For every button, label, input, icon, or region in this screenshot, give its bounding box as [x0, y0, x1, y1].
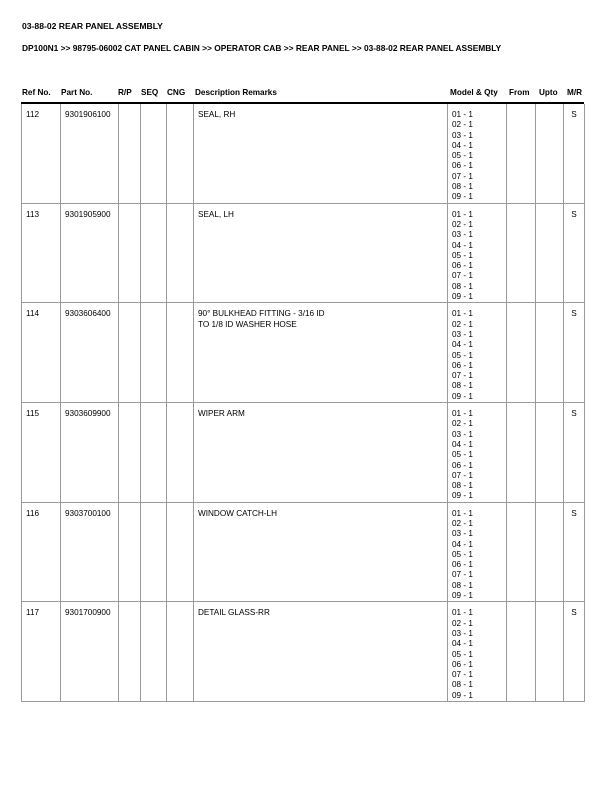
- rp-cell: [119, 502, 141, 602]
- model-qty-line: 02 - 1: [452, 219, 473, 229]
- ref-no-cell: 116: [22, 502, 61, 602]
- rp-cell: [119, 602, 141, 702]
- ref-no-cell: 114: [22, 303, 61, 403]
- cng-cell: [167, 502, 194, 602]
- model-qty-line: 04 - 1: [452, 639, 473, 649]
- col-ref-no: Ref No.: [22, 88, 51, 97]
- model-qty-cell: [448, 502, 507, 602]
- model-qty-line: 05 - 1: [452, 250, 473, 260]
- model-qty-line: 01 - 1: [452, 508, 473, 518]
- col-part-no: Part No.: [61, 88, 93, 97]
- model-qty-line: 05 - 1: [452, 649, 473, 659]
- col-mr: M/R: [567, 88, 583, 97]
- model-qty-line: 06 - 1: [452, 360, 473, 370]
- model-qty-line: 06 - 1: [452, 560, 473, 570]
- rp-cell: [119, 403, 141, 503]
- model-qty-line: 02 - 1: [452, 518, 473, 528]
- model-qty-line: 01 - 1: [452, 209, 473, 219]
- model-qty-line: 09 - 1: [452, 690, 473, 700]
- upto-cell: [536, 502, 564, 602]
- part-no-cell: 9301906100: [61, 104, 119, 203]
- mr-cell: S: [564, 203, 585, 303]
- col-from: From: [509, 88, 530, 97]
- model-qty-cell: [448, 104, 507, 203]
- description-line: DETAIL GLASS-RR: [198, 608, 270, 618]
- model-qty-line: 06 - 1: [452, 460, 473, 470]
- description-line: TO 1/8 ID WASHER HOSE: [198, 319, 297, 329]
- model-qty-line: 01 - 1: [452, 409, 473, 419]
- model-qty-line: 04 - 1: [452, 439, 473, 449]
- model-qty-line: 02 - 1: [452, 120, 473, 130]
- description-cell: [194, 602, 448, 702]
- description-line: 90° BULKHEAD FITTING - 3/16 ID: [198, 309, 325, 319]
- page-title: 03-88-02 REAR PANEL ASSEMBLY: [22, 21, 163, 31]
- upto-cell: [536, 104, 564, 203]
- description-cell: [194, 403, 448, 503]
- cng-cell: [167, 104, 194, 203]
- model-qty-line: 09 - 1: [452, 591, 473, 601]
- model-qty-cell: [448, 203, 507, 303]
- ref-no-cell: 113: [22, 203, 61, 303]
- model-qty-line: 03 - 1: [452, 628, 473, 638]
- parts-table: [21, 104, 585, 702]
- model-qty-line: 04 - 1: [452, 539, 473, 549]
- model-qty-cell: [448, 303, 507, 403]
- seq-cell: [141, 403, 167, 503]
- model-qty-line: 04 - 1: [452, 140, 473, 150]
- table-row: [22, 502, 585, 602]
- model-qty-cell: [448, 602, 507, 702]
- model-qty-line: 06 - 1: [452, 659, 473, 669]
- seq-cell: [141, 104, 167, 203]
- cng-cell: [167, 602, 194, 702]
- model-qty-line: 03 - 1: [452, 329, 473, 339]
- ref-no-cell: 117: [22, 602, 61, 702]
- model-qty-line: 08 - 1: [452, 680, 473, 690]
- model-qty-line: 03 - 1: [452, 130, 473, 140]
- model-qty-line: 06 - 1: [452, 161, 473, 171]
- seq-cell: [141, 203, 167, 303]
- ref-no-cell: 115: [22, 403, 61, 503]
- model-qty-line: 09 - 1: [452, 391, 473, 401]
- description-cell: [194, 203, 448, 303]
- col-upto: Upto: [539, 88, 558, 97]
- model-qty-line: 01 - 1: [452, 608, 473, 618]
- col-seq: SEQ: [141, 88, 159, 97]
- description-cell: [194, 104, 448, 203]
- from-cell: [507, 104, 536, 203]
- model-qty-line: 04 - 1: [452, 240, 473, 250]
- cng-cell: [167, 203, 194, 303]
- model-qty-line: 01 - 1: [452, 309, 473, 319]
- upto-cell: [536, 203, 564, 303]
- model-qty-line: 09 - 1: [452, 292, 473, 302]
- description-line: SEAL, LH: [198, 209, 234, 219]
- mr-cell: S: [564, 403, 585, 503]
- model-qty-line: 02 - 1: [452, 319, 473, 329]
- description-cell: [194, 303, 448, 403]
- part-no-cell: 9301905900: [61, 203, 119, 303]
- model-qty-line: 06 - 1: [452, 261, 473, 271]
- model-qty-line: 05 - 1: [452, 151, 473, 161]
- model-qty-line: 09 - 1: [452, 192, 473, 202]
- model-qty-line: 08 - 1: [452, 481, 473, 491]
- mr-cell: S: [564, 303, 585, 403]
- description-cell: [194, 502, 448, 602]
- model-qty-line: 05 - 1: [452, 450, 473, 460]
- part-no-cell: 9303700100: [61, 502, 119, 602]
- model-qty-line: 07 - 1: [452, 371, 473, 381]
- model-qty-line: 08 - 1: [452, 182, 473, 192]
- from-cell: [507, 303, 536, 403]
- cng-cell: [167, 303, 194, 403]
- table-header: [21, 88, 584, 102]
- table-row: [22, 602, 585, 702]
- upto-cell: [536, 303, 564, 403]
- model-qty-line: 05 - 1: [452, 549, 473, 559]
- model-qty-line: 02 - 1: [452, 419, 473, 429]
- description-line: WIPER ARM: [198, 409, 245, 419]
- model-qty-line: 09 - 1: [452, 491, 473, 501]
- model-qty-line: 04 - 1: [452, 340, 473, 350]
- model-qty-line: 07 - 1: [452, 570, 473, 580]
- model-qty-cell: [448, 403, 507, 503]
- mr-cell: S: [564, 104, 585, 203]
- table-row: [22, 203, 585, 303]
- col-rp: R/P: [118, 88, 132, 97]
- table-row: [22, 303, 585, 403]
- table-row: [22, 104, 585, 203]
- rp-cell: [119, 203, 141, 303]
- model-qty-line: 07 - 1: [452, 470, 473, 480]
- rp-cell: [119, 104, 141, 203]
- model-qty-line: 08 - 1: [452, 281, 473, 291]
- model-qty-line: 05 - 1: [452, 350, 473, 360]
- model-qty-line: 03 - 1: [452, 529, 473, 539]
- part-no-cell: 9303609900: [61, 403, 119, 503]
- breadcrumb: DP100N1 >> 98795-06002 CAT PANEL CABIN >> OPERATOR CAB >> REAR PANEL >> 03-88-02 REAR PANEL ASSEMBLY: [22, 43, 502, 53]
- from-cell: [507, 403, 536, 503]
- model-qty-line: 07 - 1: [452, 271, 473, 281]
- model-qty-line: 03 - 1: [452, 429, 473, 439]
- part-no-cell: 9301700900: [61, 602, 119, 702]
- seq-cell: [141, 303, 167, 403]
- description-line: WINDOW CATCH-LH: [198, 508, 277, 518]
- part-no-cell: 9303606400: [61, 303, 119, 403]
- col-model-qty: Model & Qty: [450, 88, 498, 97]
- seq-cell: [141, 602, 167, 702]
- model-qty-line: 02 - 1: [452, 618, 473, 628]
- model-qty-line: 08 - 1: [452, 381, 473, 391]
- col-cng: CNG: [167, 88, 186, 97]
- seq-cell: [141, 502, 167, 602]
- upto-cell: [536, 602, 564, 702]
- description-line: SEAL, RH: [198, 110, 236, 119]
- rp-cell: [119, 303, 141, 403]
- from-cell: [507, 203, 536, 303]
- col-description: Description Remarks: [195, 88, 277, 97]
- upto-cell: [536, 403, 564, 503]
- model-qty-line: 03 - 1: [452, 230, 473, 240]
- mr-cell: S: [564, 602, 585, 702]
- ref-no-cell: 112: [22, 104, 61, 203]
- model-qty-line: 01 - 1: [452, 110, 473, 119]
- from-cell: [507, 602, 536, 702]
- table-row: [22, 403, 585, 503]
- model-qty-line: 08 - 1: [452, 580, 473, 590]
- cng-cell: [167, 403, 194, 503]
- model-qty-line: 07 - 1: [452, 670, 473, 680]
- from-cell: [507, 502, 536, 602]
- model-qty-line: 07 - 1: [452, 171, 473, 181]
- mr-cell: S: [564, 502, 585, 602]
